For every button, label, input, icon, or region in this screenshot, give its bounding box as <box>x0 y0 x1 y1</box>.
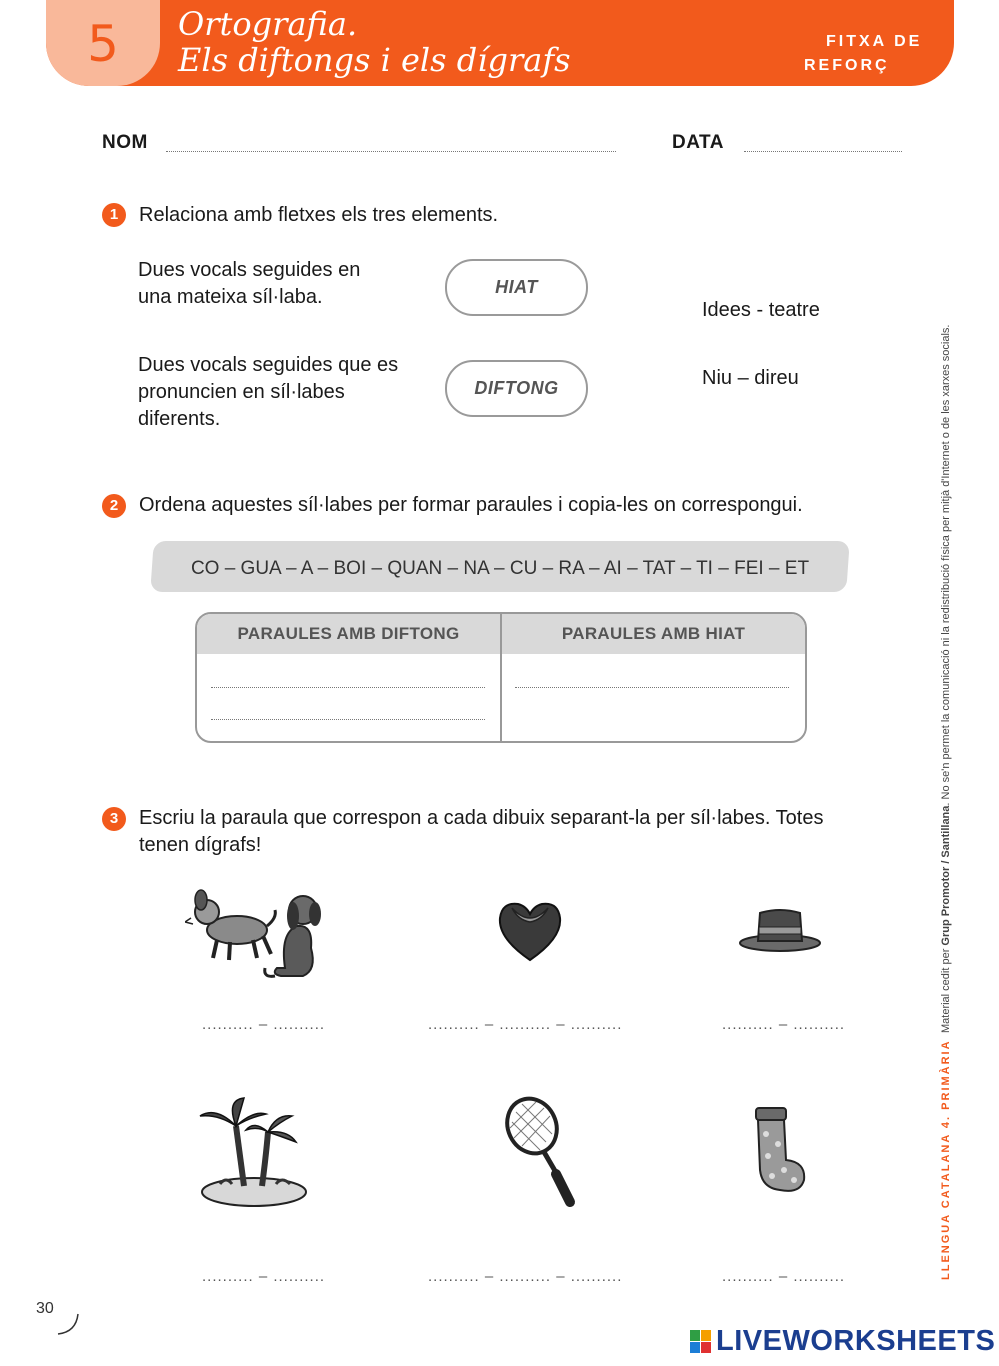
hiat-answer-line-1[interactable] <box>515 686 789 688</box>
title-line1: Ortografia. <box>178 5 358 43</box>
hat-illustration <box>738 905 822 955</box>
answer-blank-island[interactable]: .......... – .......... <box>202 1268 326 1285</box>
page-title <box>178 6 571 78</box>
hat-icon <box>740 910 820 951</box>
credit-suffix: . No se'n permet la comunicació ni la redistribució física per mitjà d'Internet o de les xarxes socials. <box>940 324 952 806</box>
diftong-pill[interactable]: DIFTONG <box>445 360 588 417</box>
answer-blank-racket[interactable]: .......... – .......... – .......... <box>428 1268 623 1285</box>
worksheet-type-badge <box>804 30 922 78</box>
subject-label: LLENGUA CATALANA 4. PRIMÀRIA <box>940 1039 952 1280</box>
dogs-icon <box>185 890 321 976</box>
exercise-1-instruction: Relaciona amb fletxes els tres elements. <box>139 204 499 226</box>
dogs-illustration <box>185 888 330 983</box>
answer-blank-sock[interactable]: .......... – .......... <box>722 1268 846 1285</box>
exercise-2-instruction: Ordena aquestes síl·labes per formar paraules i copia-les on correspongui. <box>139 494 803 516</box>
words-table <box>195 612 807 743</box>
definition-2 <box>138 352 398 433</box>
answer-blank-scarf[interactable]: .......... – .......... – .......... <box>428 1016 623 1033</box>
exercise-2-number: 2 <box>102 494 126 518</box>
credit-prefix: Material cedit per <box>940 945 952 1033</box>
racket-illustration <box>500 1094 584 1212</box>
date-label: DATA <box>672 132 724 153</box>
exercise-3-instruction <box>139 805 823 859</box>
answer-blank-hat[interactable]: .......... – .......... <box>722 1016 846 1033</box>
exercise-3-instruction-line2: tenen dígrafs! <box>139 834 262 856</box>
table-header-hiat: PARAULES AMB HIAT <box>502 614 805 654</box>
title-line2: Els diftongs i els dígrafs <box>178 41 571 79</box>
exercise-3-instruction-line1: Escriu la paraula que correspon a cada dibuix separant-la per síl·labes. Totes <box>139 807 824 829</box>
diftong-answer-line-2[interactable] <box>211 718 485 720</box>
table-header-diftong: PARAULES AMB DIFTONG <box>197 614 500 654</box>
island-illustration <box>196 1096 308 1208</box>
example-1[interactable]: Idees - teatre <box>702 299 820 321</box>
unit-number: 5 <box>87 15 119 73</box>
definition-1-line1: Dues vocals seguides en <box>138 259 361 281</box>
hiat-pill[interactable]: HIAT <box>445 259 588 316</box>
page-number: 30 <box>36 1300 54 1317</box>
badge-line1: FITXA DE <box>826 33 923 50</box>
scarf-illustration <box>494 898 566 964</box>
badge-line2: REFORÇ <box>804 57 890 74</box>
exercise-3-number: 3 <box>102 807 126 831</box>
definition-2-line3: diferents. <box>138 408 221 430</box>
definition-2-line1: Dues vocals seguides que es <box>138 354 399 376</box>
sock-illustration <box>744 1104 810 1196</box>
liveworksheets-logo[interactable]: LIVEWORKSHEETS <box>716 1325 996 1357</box>
table-column-divider <box>500 614 502 741</box>
island-icon <box>200 1098 306 1206</box>
exercise-1-number: 1 <box>102 203 126 227</box>
answer-blank-dogs[interactable]: .......... – .......... <box>202 1016 326 1033</box>
copyright-notice <box>940 325 952 1033</box>
racket-icon <box>500 1094 570 1202</box>
diftong-answer-line-1[interactable] <box>211 686 485 688</box>
name-label: NOM <box>102 132 148 153</box>
definition-1 <box>138 257 360 311</box>
heart-scarf-icon <box>500 904 560 960</box>
page-corner-curve <box>56 1312 82 1338</box>
definition-1-line2: una mateixa síl·laba. <box>138 286 323 308</box>
example-2[interactable]: Niu – direu <box>702 367 799 389</box>
date-field[interactable] <box>744 150 902 152</box>
definition-2-line2: pronuncien en síl·labes <box>138 381 345 403</box>
credit-publisher: Grup Promotor / Santillana <box>940 805 952 946</box>
syllables-list: CO – GUA – A – BOI – QUAN – NA – CU – RA – AI – TAT – TI – FEI – ET <box>190 558 810 579</box>
sock-icon <box>756 1108 804 1191</box>
liveworksheets-logo-icon <box>690 1330 712 1354</box>
name-field[interactable] <box>166 150 616 152</box>
